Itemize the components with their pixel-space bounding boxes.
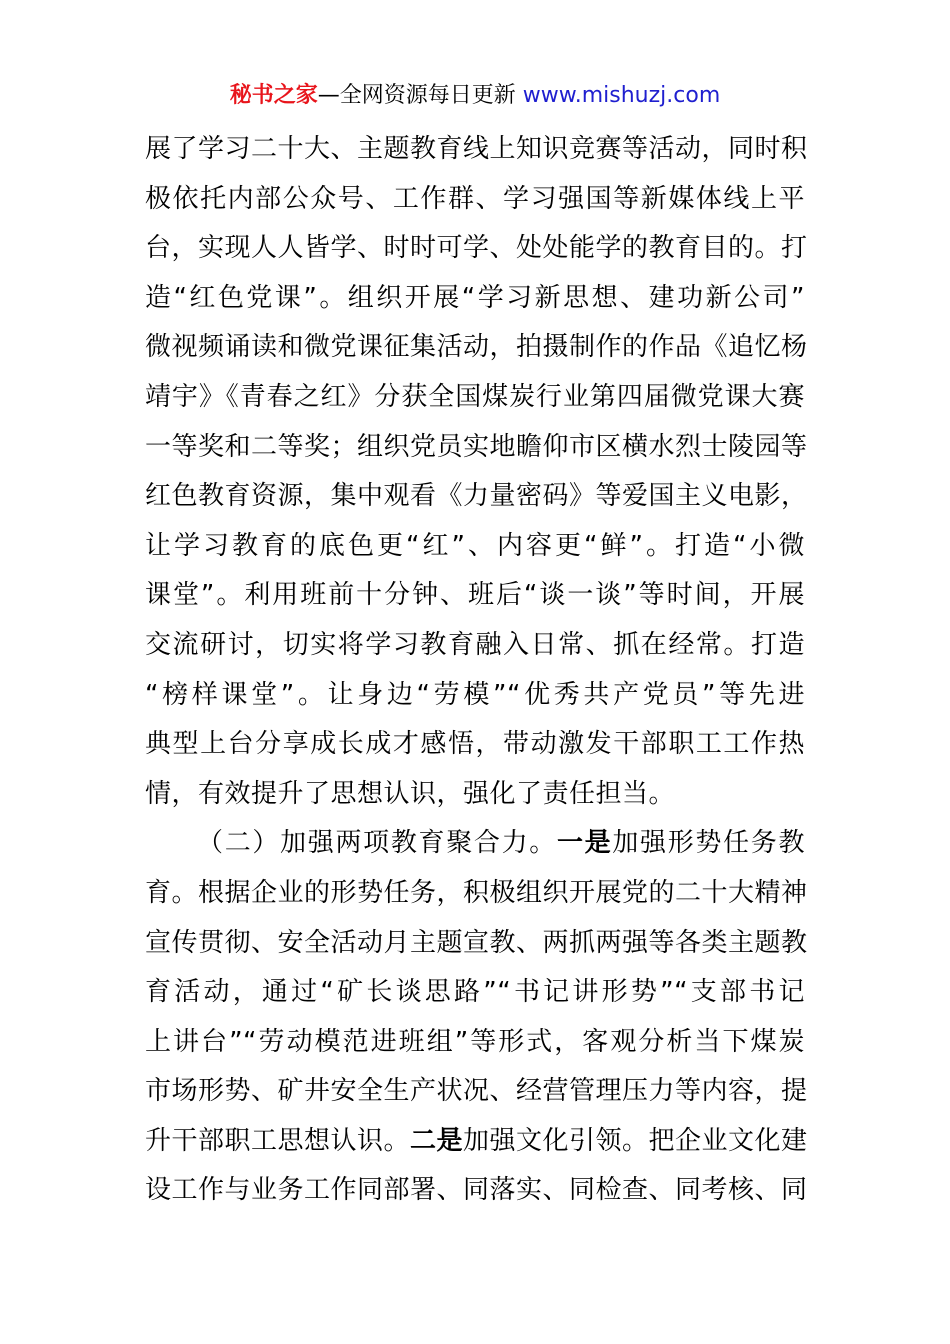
text-line: 育活动，通过“矿长谈思路”“书记讲形势”“支部书记: [145, 977, 805, 1008]
text-line: “榜样课堂”。让身边“劳模”“优秀共产党员”等先进: [145, 679, 805, 710]
text-line: 造“红色党课”。组织开展“学习新思想、建功新公司”: [145, 282, 805, 313]
text-line: 课堂”。利用班前十分钟、班后“谈一谈”等时间，开展: [145, 580, 805, 611]
text-fragment: 升干部职工思想认识。: [145, 1125, 411, 1156]
emphasis-first: 一是: [556, 828, 613, 859]
text-line: 育。根据企业的形势任务，积极组织开展党的二十大精神: [145, 877, 808, 908]
text-line: 设工作与业务工作同部署、同落实、同检查、同考核、同: [145, 1175, 808, 1206]
text-line: 情，有效提升了思想认识，强化了责任担当。: [145, 778, 676, 809]
text-line: 展了学习二十大、主题教育线上知识竞赛等活动，同时积: [145, 134, 808, 164]
section-heading-line: [145, 819, 805, 869]
site-url-link[interactable]: www.mishuzj.com: [522, 83, 721, 108]
document-body: [145, 125, 808, 1216]
text-fragment: 加强形势任务教: [612, 828, 805, 859]
emphasis-second: 二是: [410, 1125, 464, 1156]
text-fragment: 加强文化引领。把企业文化建: [463, 1125, 808, 1156]
text-line: 台，实现人人皆学、时时可学、处处能学的教育目的。打: [145, 233, 808, 264]
section-heading: （二）加强两项教育聚合力。: [197, 828, 557, 859]
text-line: 红色教育资源，集中观看《力量密码》等爱国主义电影，: [145, 481, 808, 512]
site-brand: 秘书之家: [229, 83, 318, 108]
text-line: 典型上台分享成长成才感悟，带动激发干部职工工作热: [145, 729, 805, 760]
text-line-with-emphasis: [145, 1117, 808, 1167]
text-line: 上讲台”“劳动模范进班组”等形式，客观分析当下煤炭: [145, 1026, 805, 1057]
text-line: 靖宇》《青春之红》分获全国煤炭行业第四届微党课大赛: [145, 381, 805, 412]
text-line: 宣传贯彻、安全活动月主题宣教、两抓两强等各类主题教: [145, 927, 808, 958]
text-line: 交流研讨，切实将学习教育融入日常、抓在经常。打造: [145, 629, 805, 660]
site-header: [0, 80, 950, 112]
text-line: 市场形势、矿井安全生产状况、经营管理压力等内容，提: [145, 1076, 808, 1107]
text-line: 微视频诵读和微党课征集活动，拍摄制作的作品《追忆杨: [145, 332, 808, 363]
text-line: 一等奖和二等奖；组织党员实地瞻仰市区横水烈士陵园等: [145, 431, 808, 462]
site-tagline: —全网资源每日更新: [317, 83, 523, 108]
text-line: 让学习教育的底色更“红”、内容更“鲜”。打造“小微: [145, 530, 805, 561]
text-line: 极依托内部公众号、工作群、学习强国等新媒体线上平: [145, 183, 805, 214]
